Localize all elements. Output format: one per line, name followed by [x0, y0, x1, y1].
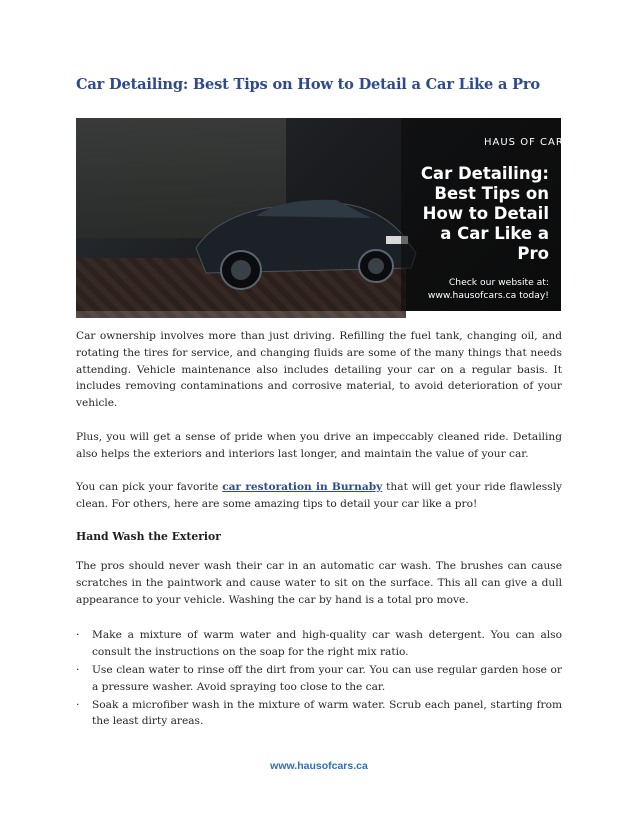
list-item: · Use clean water to rinse off the dirt from your car. You can use regular garden hose or a pressure washer. Avoid spraying too close to the car. — [76, 663, 562, 693]
section-heading: Hand Wash the Exterior — [76, 530, 221, 543]
paragraph-intro: Car ownership involves more than just driving. Refilling the fuel tank, changing oil, and rotating the tires for service, and changing fluids are some of the many things that needs attending. Vehicle maintenance also includes detailing your car on a regular basis. It includes removing contaminations and corrosive material, to avoid deterioration of your vehicle. — [76, 330, 562, 410]
car-illustration — [186, 178, 426, 293]
paragraph-restoration: You can pick your favorite car restoration in Burnaby that will get your ride flawlessly clean. For others, here are some amazing tips to detail your car like a pro! — [76, 481, 562, 510]
car-restoration-link[interactable]: car restoration in Burnaby — [222, 481, 383, 493]
footer-website-link[interactable]: www.hausofcars.ca — [270, 760, 368, 772]
list-item: · Soak a microfiber wash in the mixture of warm water. Scrub each panel, starting from the least dirty areas. — [76, 698, 562, 728]
hero-image — [76, 118, 572, 311]
paragraph-pride: Plus, you will get a sense of pride when you drive an impeccably cleaned ride. Detailing also helps the exteriors and interiors last longer, and maintain the value of your car. — [76, 431, 562, 460]
list-item: · Make a mixture of warm water and high-quality car wash detergent. You can also consult the instructions on the soap for the right mix ratio. — [76, 629, 562, 658]
paragraph-hand-wash: The pros should never wash their car in an automatic car wash. The brushes can cause scratches in the paintwork and cause water to sit on the surface. This all can give a dull appearance to your vehicle. Washing the car by hand is a total pro move. — [76, 560, 562, 606]
page-title: Car Detailing: Best Tips on How to Detail a Car Like a Pro — [76, 76, 540, 93]
brand-name: HAUS OF CARS — [484, 137, 572, 148]
cta-line-2: www.hausofcars.ca today! — [427, 290, 549, 301]
cta-line-1: Check our website at: — [448, 277, 549, 288]
hero-headline: Car Detailing: Best Tips on How to Detail a Car Like a Pro — [420, 164, 549, 263]
tips-list — [76, 627, 562, 731]
